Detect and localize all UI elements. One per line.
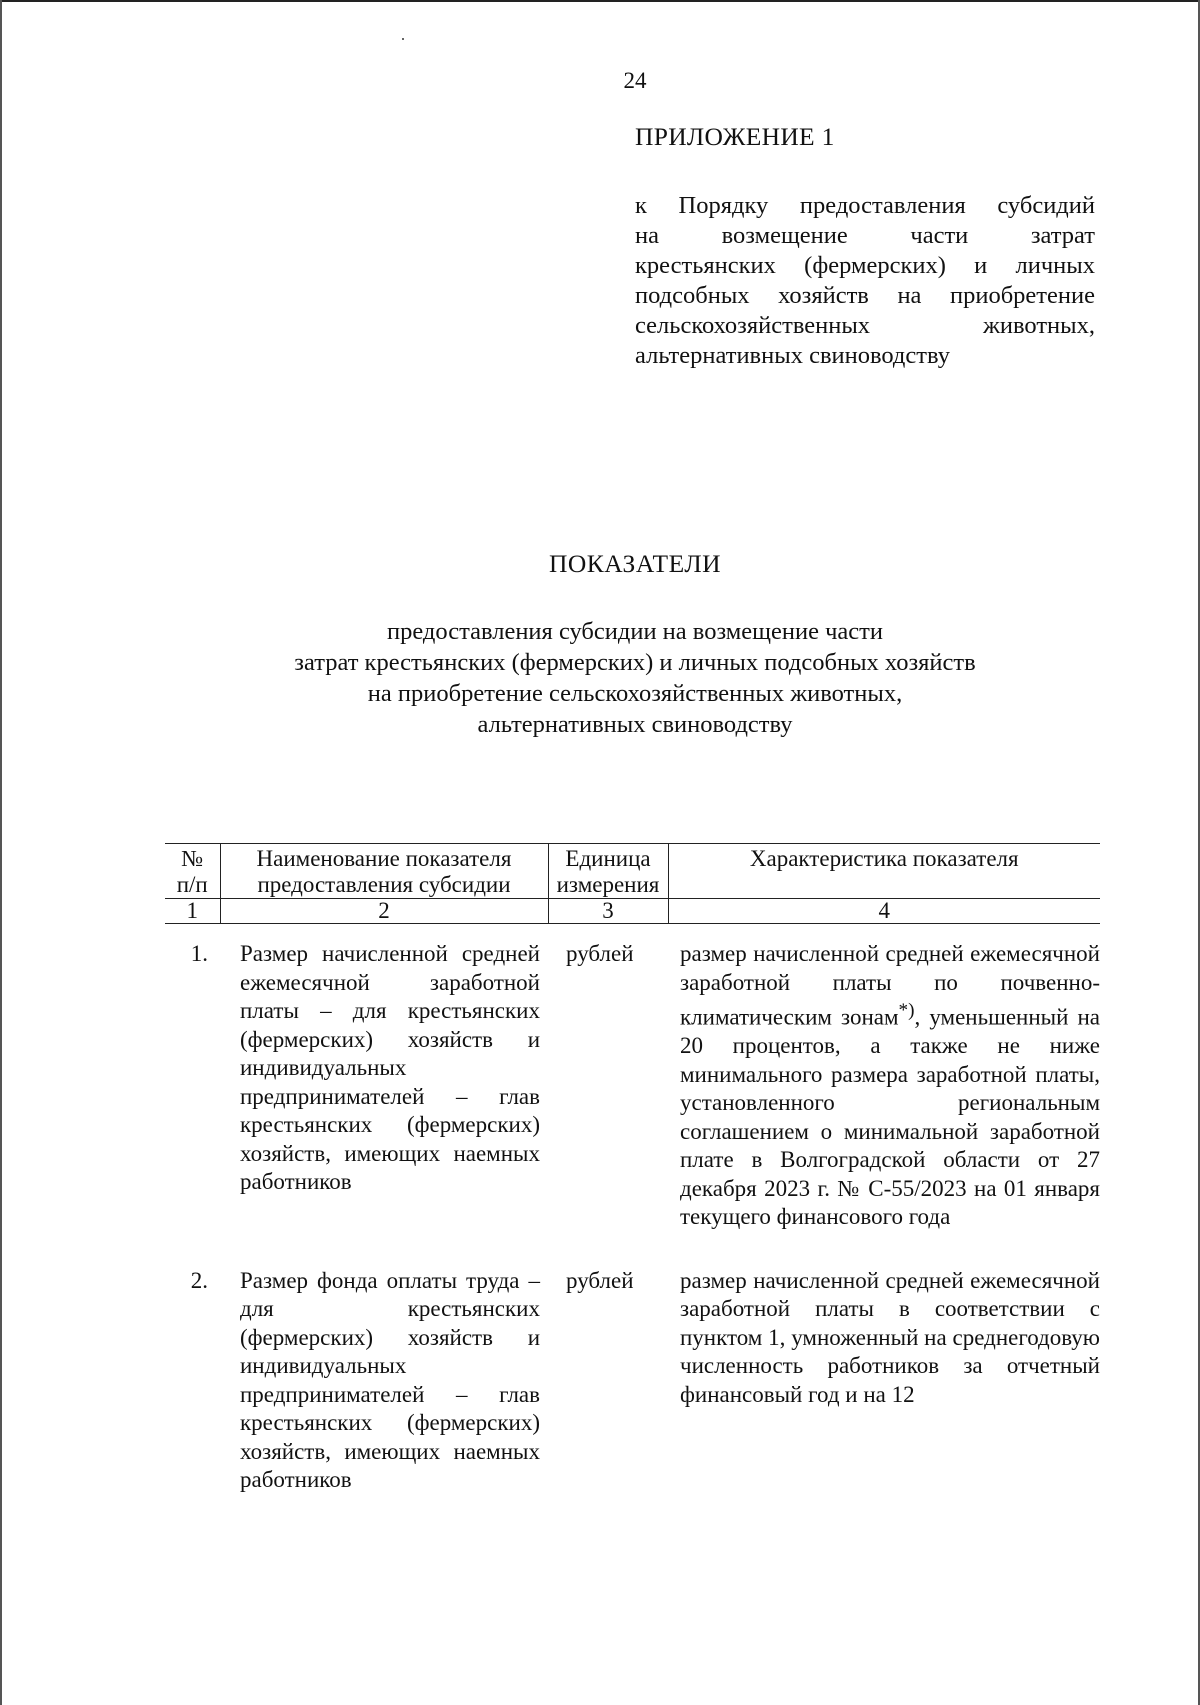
header-num-line1: №: [181, 846, 204, 871]
document-subtitle-line: на приобретение сельскохозяйственных животных,: [367, 680, 903, 707]
indicator-name: Размер фонда оплаты труда – для крестьянских (фермерских) хозяйств и индивидуальных предпринимателей – глав крестьянских (фермерских) хозяйств, имеющих наемных работников: [240, 1267, 540, 1493]
column-number: 2: [220, 899, 548, 924]
header-desc-label: Характеристика показателя: [749, 846, 1019, 871]
header-name-line2: предоставления субсидии: [257, 872, 511, 897]
column-number-row: [165, 899, 1100, 924]
scan-edge-top: [0, 0, 1200, 2]
page-number: 24: [623, 68, 647, 93]
header-unit-line2: измерения: [556, 872, 660, 897]
header-desc: [668, 844, 1100, 899]
header-unit: [548, 844, 668, 899]
column-number: 1: [165, 899, 220, 924]
row-number: 2.: [190, 1267, 208, 1293]
row-number: 1.: [190, 941, 208, 966]
header-num: [165, 844, 220, 899]
table-row: [165, 1232, 1100, 1495]
indicator-description-text: , уменьшенный на 20 процентов, а также не ниже минимального размера заработной платы, установленного региональным соглашением о минимальной заработной плате в Волгоградской области от 27 декабря 2023 г. № С-55/2023 на 01 января текущего финансового года: [680, 1004, 1101, 1230]
table-row: [165, 924, 1100, 1232]
indicator-description: размер начисленной средней ежемесячной заработной платы в соответствии с пунктом 1, умноженный на среднегодовую численность работников за отчетный финансовый год и на 12: [680, 1267, 1100, 1407]
scan-edge-left: [0, 0, 2, 1705]
indicator-unit: рублей: [566, 1267, 634, 1293]
header-name-line1: Наименование показателя: [256, 846, 512, 871]
column-number: 3: [548, 899, 668, 924]
header-name: [220, 844, 548, 899]
document-title: ПОКАЗАТЕЛИ: [548, 549, 722, 578]
appendix-description-line: сельскохозяйственных животных,: [635, 312, 1095, 339]
table-header-row: [165, 844, 1100, 899]
scan-speck: [402, 38, 404, 40]
indicator-description: [668, 924, 1100, 1232]
indicators-table: [165, 843, 1100, 1495]
header-unit-line1: Единица: [565, 846, 651, 871]
indicator-name: Размер начисленной средней ежемесячной заработной платы – для крестьянских (фермерских) хозяйств и индивидуальных предпринимателей – глав крестьянских (фермерских) хозяйств, имеющих наемных работников: [240, 941, 540, 1194]
indicator-unit: рублей: [566, 941, 634, 966]
indicator-description-text: размер начисленной средней ежемесячной заработной платы по почвенно-климатическим зонам: [680, 941, 1100, 1030]
column-number: 4: [668, 899, 1100, 924]
appendix-description-line: крестьянских (фермерских) и личных: [635, 252, 1095, 279]
document-subtitle-line: предоставления субсидии на возмещение части: [386, 618, 884, 645]
appendix-description: [635, 191, 1095, 371]
appendix-description-line: на возмещение части затрат: [635, 222, 1095, 249]
appendix-description-line: подсобных хозяйств на приобретение: [635, 282, 1095, 309]
appendix-description-line: к Порядку предоставления субсидий: [635, 192, 1095, 219]
footnote-mark: *): [898, 1000, 915, 1021]
document-subtitle: [0, 616, 1200, 740]
document-subtitle-line: альтернативных свиноводству: [477, 711, 793, 738]
appendix-title: ПРИЛОЖЕНИЕ 1: [635, 122, 835, 151]
appendix-description-line: альтернативных свиноводству: [635, 342, 950, 369]
header-num-line2: п/п: [176, 872, 208, 897]
document-subtitle-line: затрат крестьянских (фермерских) и личных подсобных хозяйств: [294, 649, 976, 676]
